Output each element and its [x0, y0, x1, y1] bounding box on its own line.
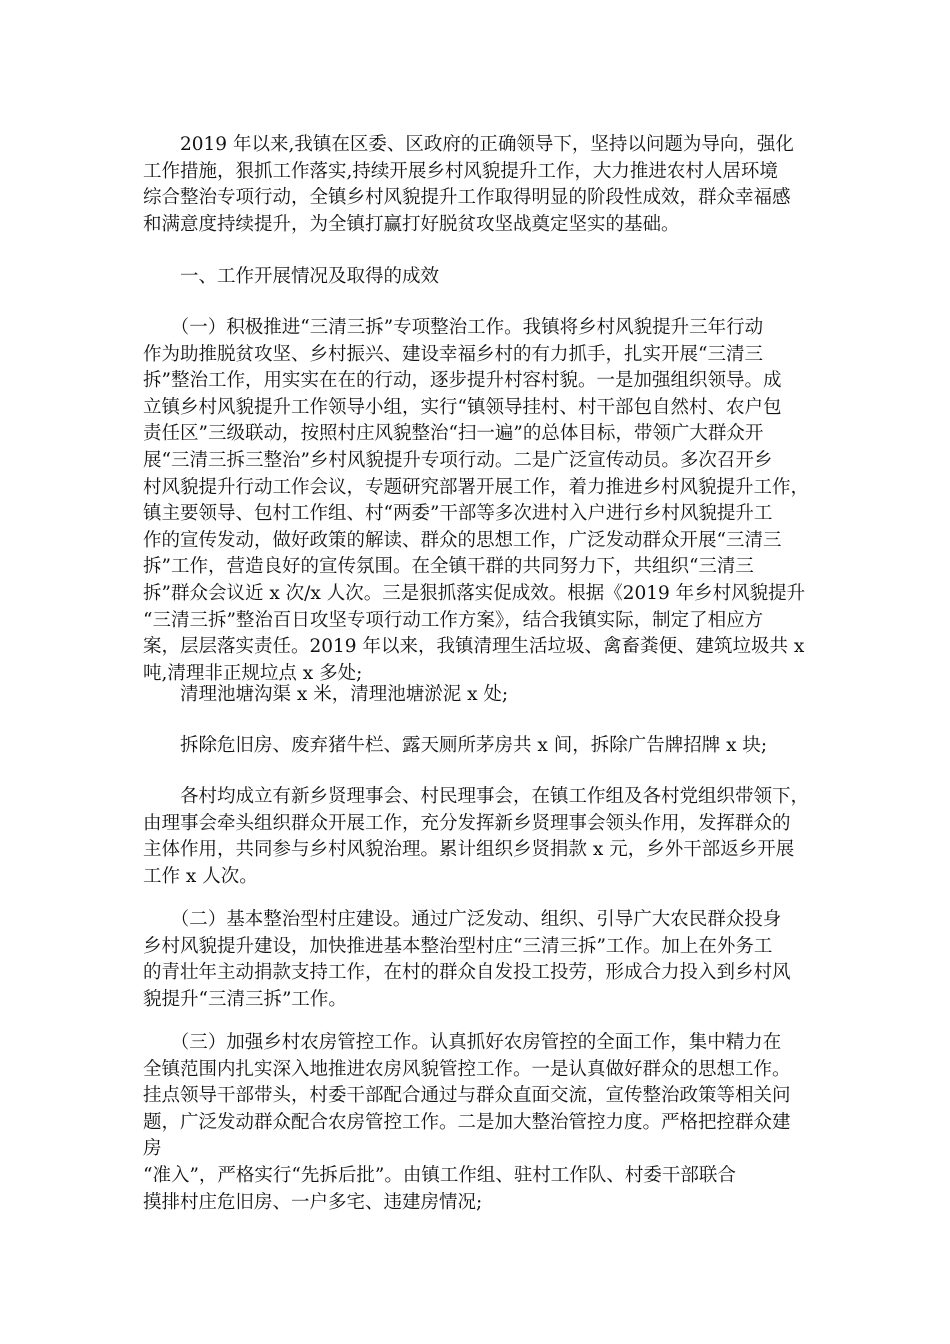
text-line: 挂点领导干部带头，村委干部配合通过与群众直面交流，宣传整治政策等相关问	[143, 1085, 791, 1107]
text-line: “准入”，严格实行“先拆后批”。由镇工作组、驻村工作队、村委干部联合	[143, 1164, 736, 1186]
text-line: 2019 年以来,我镇在区委、区政府的正确领导下，坚持以问题为导向，强化	[143, 134, 794, 155]
section-heading	[143, 264, 833, 291]
text-line: 摸排村庄危旧房、一户多宅、违建房情况;	[143, 1191, 483, 1213]
intro-paragraph	[143, 132, 833, 238]
text-line: 由理事会牵头组织群众开展工作，充分发挥新乡贤理事会领头作用，发挥群众的	[143, 812, 791, 834]
text-line: 镇主要领导、包村工作组、村“两委”干部等多次进村入户进行乡村风貌提升工	[143, 503, 773, 525]
text-line: 题，广泛发动群众配合农房管控工作。二是加大整治管控力度。严格把控群众建	[143, 1111, 791, 1133]
text-line: 房	[143, 1138, 162, 1160]
text-line: 全镇范围内扎实深入地推进农房风貌管控工作。一是认真做好群众的思想工作。	[143, 1058, 791, 1080]
text-line: 责任区”三级联动，按照村庄风貌整治“扫一遍”的总体目标，带领广大群众开	[143, 423, 764, 445]
text-line: 拆”群众会议近 x 次/x 人次。三是狠抓落实促成效。根据《2019 年乡村风貌提升	[143, 582, 806, 604]
text-line: 作为助推脱贫攻坚、乡村振兴、建设幸福乡村的有力抓手，扎实开展“三清三	[143, 343, 763, 365]
text-line: 拆”工作，营造良好的宣传氛围。在全镇干群的共同努力下，共组织“三清三	[143, 556, 754, 578]
text-line: 主体作用，共同参与乡村风貌治理。累计组织乡贤捐款 x 元，乡外干部返乡开展	[143, 839, 795, 861]
text-line: 和满意度持续提升，为全镇打赢打好脱贫攻坚战奠定坚实的基础。	[143, 213, 680, 235]
text-line: （一）积极推进“三清三拆”专项整治工作。我镇将乡村风貌提升三年行动	[143, 317, 764, 338]
text-line: 作的宣传发动，做好政策的解读、群众的思想工作，广泛发动群众开展“三清三	[143, 529, 782, 551]
text-line: 拆”整治工作，用实实在在的行动，逐步提升村容村貌。一是加强组织领导。成	[143, 370, 782, 392]
text-line: （二）基本整治型村庄建设。通过广泛发动、组织、引导广大农民群众投身	[143, 909, 782, 930]
cleanup-ponds-paragraph	[143, 682, 833, 709]
section-2-paragraph	[143, 907, 833, 1013]
text-line: 清理池塘沟渠 x 米，清理池塘淤泥 x 处;	[143, 684, 509, 705]
demolition-paragraph	[143, 733, 833, 760]
text-line: 各村均成立有新乡贤理事会、村民理事会，在镇工作组及各村党组织带领下，	[143, 786, 810, 807]
section-3-paragraph	[143, 1030, 833, 1216]
text-line: 展“三清三拆三整治”乡村风貌提升专项行动。二是广泛宣传动员。多次召开乡	[143, 449, 773, 471]
section-1-paragraph	[143, 315, 833, 687]
text-line: 立镇乡村风貌提升工作领导小组，实行“镇领导挂村、村干部包自然村、农户包	[143, 396, 782, 418]
text-line: 案，层层落实责任。2019 年以来，我镇清理生活垃圾、禽畜粪便、建筑垃圾共 x	[143, 636, 805, 658]
text-line: 工作措施，狠抓工作落实,持续开展乡村风貌提升工作，大力推进农村人居环境	[143, 160, 778, 182]
text-line: 的青壮年主动捐款支持工作，在村的群众自发投工投劳，形成合力投入到乡村风	[143, 962, 791, 984]
text-line: “三清三拆”整治百日攻坚专项行动工作方案》，结合我镇实际，制定了相应方	[143, 609, 764, 631]
text-line: 乡村风貌提升建设，加快推进基本整治型村庄“三清三拆”工作。加上在外务工	[143, 935, 773, 957]
text-line: （三）加强乡村农房管控工作。认真抓好农房管控的全面工作，集中精力在	[143, 1032, 782, 1053]
text-line: 综合整治专项行动，全镇乡村风貌提升工作取得明显的阶段性成效，群众幸福感	[143, 187, 791, 209]
village-council-paragraph	[143, 784, 833, 890]
text-line: 吨,清理非正规垃点 x 多处;	[143, 662, 363, 684]
heading-line: 一、工作开展情况及取得的成效	[143, 266, 440, 287]
text-line: 貌提升“三清三拆”工作。	[143, 988, 347, 1010]
text-line: 拆除危旧房、废弃猪牛栏、露天厕所茅房共 x 间，拆除广告牌招牌 x 块;	[143, 735, 768, 756]
text-line: 工作 x 人次。	[143, 865, 258, 887]
text-line: 村风貌提升行动工作会议，专题研究部署开展工作，着力推进乡村风貌提升工作，	[143, 476, 810, 498]
